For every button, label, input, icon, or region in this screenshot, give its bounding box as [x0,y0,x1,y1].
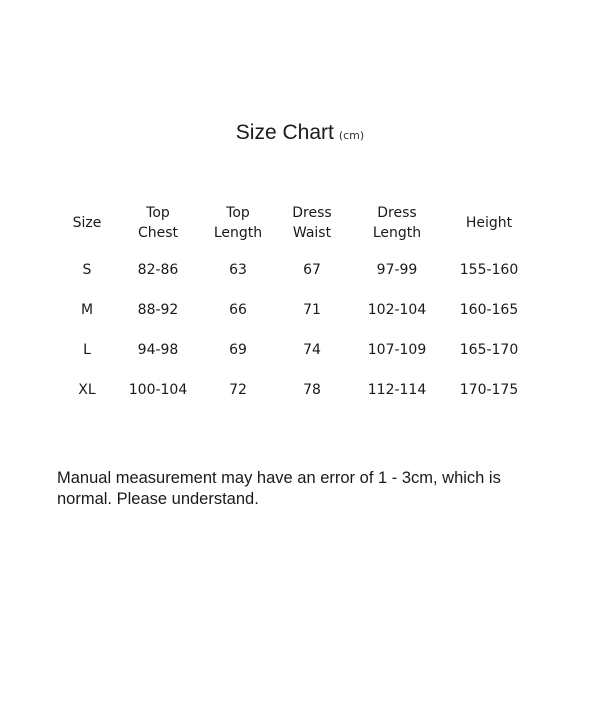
cell-top-length: 72 [229,382,247,398]
cell-height: 165-170 [459,342,519,358]
table-row [57,290,542,330]
header-size [73,200,102,246]
cell-size: M [80,302,94,318]
header-dress-waist [292,200,331,246]
cell-top-chest: 100-104 [128,382,188,398]
header-top-chest-line2: Chest [137,225,179,241]
cell-dress-length: 97-99 [376,262,418,278]
cell-dress-length: 112-114 [367,382,427,398]
header-height [466,200,512,246]
header-size-line1: Size [72,215,102,231]
measurement-note: Manual measurement may have an error of 1 - 3cm, which is normal. Please understand. [57,468,501,508]
cell-height: 170-175 [459,382,519,398]
page-title: Size Chart [235,121,334,144]
header-top-length-line1: Top [226,205,250,221]
header-dress-waist-line1: Dress [292,205,332,221]
cell-size: XL [78,382,96,398]
cell-top-chest: 82-86 [137,262,179,278]
header-dress-length-line1: Dress [377,205,417,221]
cell-top-length: 66 [229,302,247,318]
header-dress-waist-line2: Waist [292,225,332,241]
table-header-row [57,200,542,246]
header-height-line1: Height [465,215,513,231]
header-dress-length [373,200,421,246]
table-row [57,370,542,410]
cell-height: 155-160 [459,262,519,278]
table-row [57,330,542,370]
table-row [57,250,542,290]
cell-top-chest: 88-92 [137,302,179,318]
cell-dress-waist: 71 [303,302,321,318]
chart-title [0,121,600,145]
cell-dress-waist: 74 [303,342,321,358]
cell-top-chest: 94-98 [137,342,179,358]
header-top-chest [138,200,178,246]
cell-dress-length: 102-104 [367,302,427,318]
cell-size: S [82,262,92,278]
cell-dress-waist: 67 [303,262,321,278]
unit-label: (cm) [338,129,365,142]
header-top-chest-line1: Top [146,205,170,221]
cell-dress-waist: 78 [303,382,321,398]
cell-height: 160-165 [459,302,519,318]
cell-top-length: 63 [229,262,247,278]
header-dress-length-line2: Length [372,225,422,241]
cell-dress-length: 107-109 [367,342,427,358]
header-top-length [214,200,262,246]
size-table [57,200,542,410]
header-top-length-line2: Length [213,225,263,241]
cell-size: L [83,342,91,358]
cell-top-length: 69 [229,342,247,358]
